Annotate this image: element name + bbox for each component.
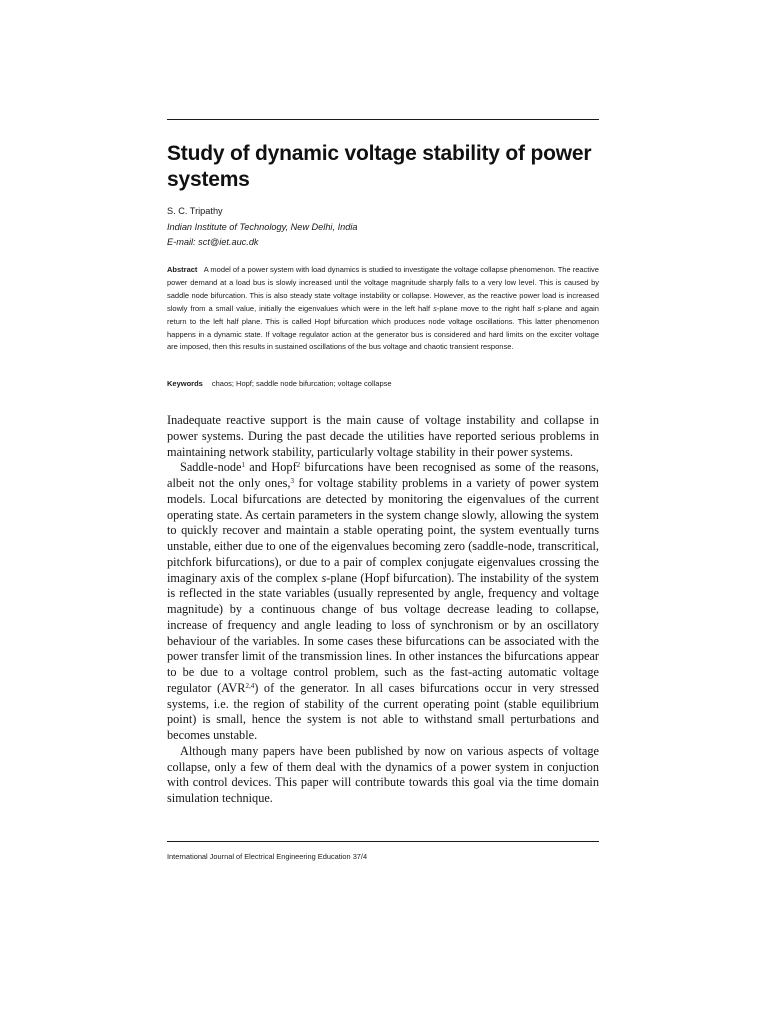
top-rule xyxy=(167,119,599,120)
keywords-text: chaos; Hopf; saddle node bifurcation; voltage collapse xyxy=(211,379,392,388)
body-text: for voltage stability problems in a variety of power system models. Local bifurcations are detected by monitoring the eigenvalues of the current operating state. As certain parameters in the system change slowly, allowing the system to quickly recover and maintain a stable operating point, the system eventually turns unstable, either due to one of the eigenvalues becoming zero (saddle-node, transcritical, pitchfork bifurcations), or due to a pair of complex conjugate eigenvalues crossing the imaginary axis of the complex xyxy=(167,476,599,585)
citation-superscript: 3 xyxy=(290,477,294,485)
citation-superscript: 1 xyxy=(241,461,245,470)
body-paragraph-2 xyxy=(167,460,599,744)
body-text: bifurcations have been recognised as some of the reasons, albeit not the only ones, xyxy=(167,460,599,490)
journal-page xyxy=(167,0,599,1024)
abstract-text-2: -plane move to the right half xyxy=(436,303,535,313)
body-paragraph-1: Inadequate reactive support is the main cause of voltage instability and collapse in power systems. During the past decade the utilities have reported serious problems in maintaining network stability, particularly voltage stability in their power systems. xyxy=(167,413,599,459)
abstract-text-1: A model of a power system with load dynamics is studied to investigate the voltage collapse phenomenon. The reactive power demand at a load bus is slowly increased until the voltage magnitude sharply falls to a very low level. This is caused by saddle node bifurcation. This is also steady state voltage instability or collapse. However, as the reactive power load is increased slowly from a small value, initially the eigenvalues which were in the left half xyxy=(167,265,599,313)
citation-superscript: 2,4 xyxy=(245,681,255,690)
body-paragraph-3: Although many papers have been published by now on various aspects of voltage collapse, only a few of them deal with the dynamics of a power system in conjuction with control devices. This paper will contribute towards this goal via the time domain simulation technique. xyxy=(167,743,599,805)
s-plane-symbol: s xyxy=(321,570,327,585)
citation-superscript: 2 xyxy=(296,461,301,470)
bottom-rule xyxy=(167,841,599,842)
keywords-label: Keywords xyxy=(167,379,203,388)
abstract-s-symbol-2: s xyxy=(537,303,542,313)
abstract-s-symbol-1: s xyxy=(433,303,437,313)
body-text: -plane (Hopf bifurcation). The instability of the system is reflected in the state variables (usually represented by angle, frequency and voltage magnitude) by a continuous change of bus voltage decrease leading to collapse, increase of frequency and angle leading to loss of synchronism or by an oscillatory behaviour of the variables. In some cases these bifurcations can be associated with the power transfer limit of the transmission lines. In other instances the bifurcations appear to be due to a voltage control problem, such as the fast-acting automatic voltage regulator (AVR xyxy=(167,570,599,695)
author-block xyxy=(167,204,599,251)
abstract-label: Abstract xyxy=(167,265,198,274)
author-affiliation: Indian Institute of Technology, New Delhi, India xyxy=(167,221,358,232)
author-name: S. C. Tripathy xyxy=(167,206,223,216)
journal-footer: International Journal of Electrical Engineering Education 37/4 xyxy=(167,852,368,861)
abstract xyxy=(167,264,599,354)
keywords xyxy=(167,377,599,390)
body-text: Saddle-node xyxy=(180,460,242,475)
body-text: ) of the generator. In all cases bifurcations occur in very stressed systems, i.e. the region of stability of the current operating point (stable equilibrium point) is small, hence the system is not able to withstand small perturbations and becomes unstable. xyxy=(167,680,599,742)
article-body xyxy=(167,413,599,807)
body-text: and Hopf xyxy=(244,460,297,475)
abstract-text-3: -plane and again return to the left half plane. This is called Hopf bifurcation which produces node voltage oscillations. This latter phenomenon happens in a dynamic state. If voltage regulator action at the generator bus is considered and hard limits on the exciter voltage are imposed, then this results in sustained oscillations of the bus voltage and chaotic transient response. xyxy=(167,303,599,352)
article-title: Study of dynamic voltage stability of power systems xyxy=(167,142,592,191)
author-email: E-mail: sct@iet.auc.dk xyxy=(167,237,259,247)
